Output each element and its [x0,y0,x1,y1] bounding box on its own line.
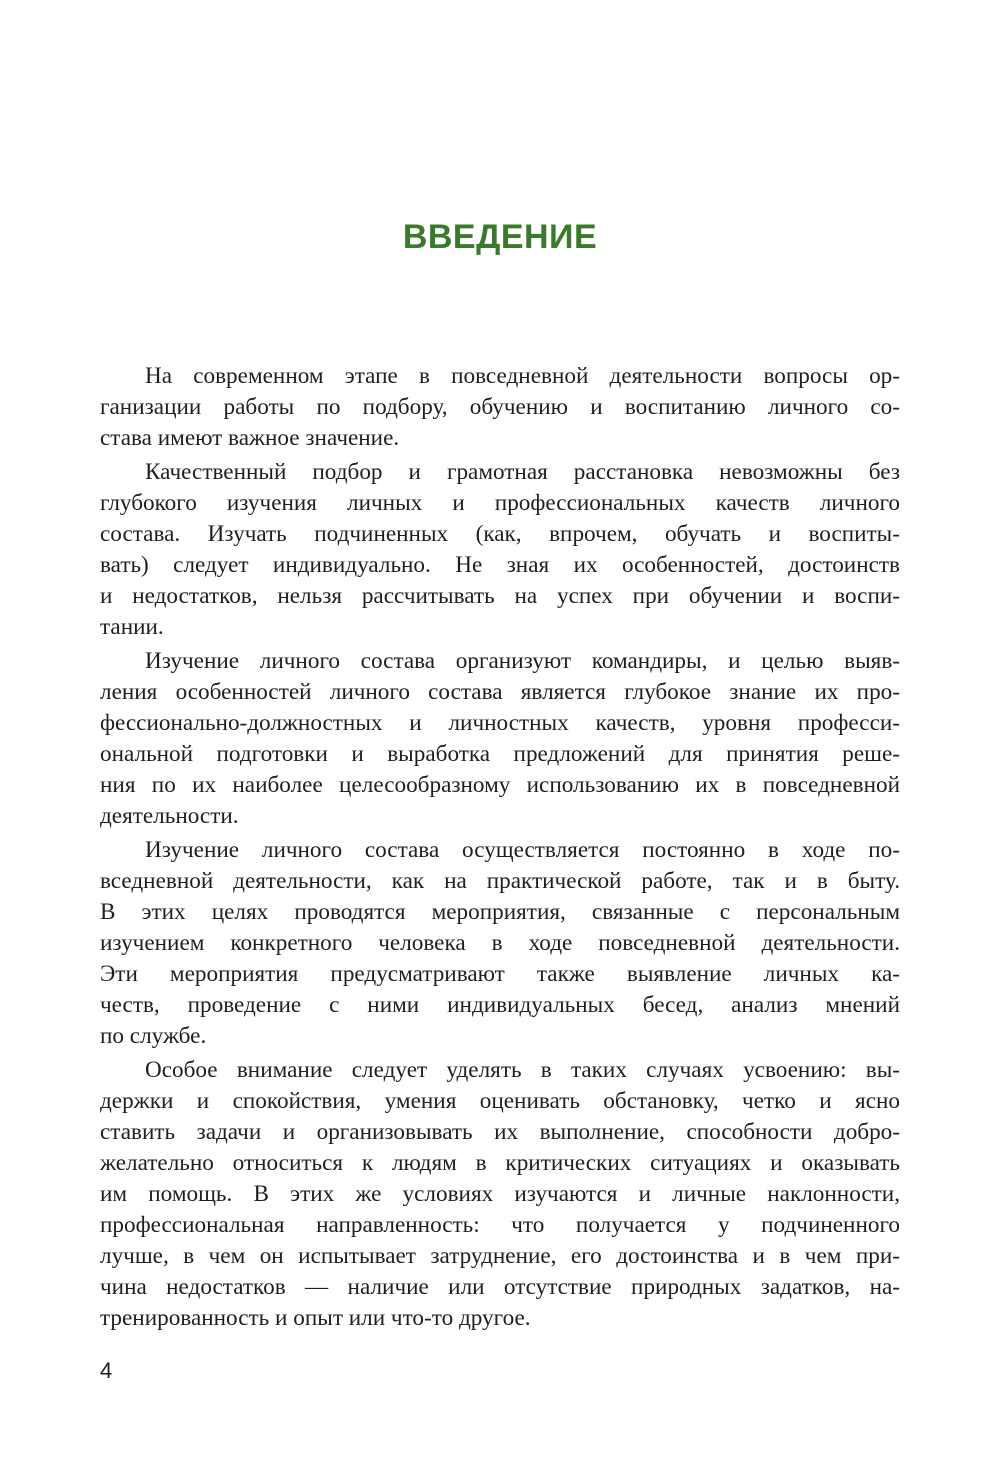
text-line: и недостатков, нельзя рассчитывать на успех при обучении и воспи- [100,583,900,609]
text-line: профессиональная направленность: что получается у подчиненного [100,1212,900,1238]
paragraph-5 [100,1055,900,1334]
text-line: Особое внимание следует уделять в таких случаях усвоению: вы- [145,1057,900,1083]
text-line: держки и спокойствия, умения оценивать обстановку, четко и ясно [100,1088,900,1114]
text-line: чина недостатков — наличие или отсутствие природных задатков, на- [100,1274,900,1300]
body-text [100,361,900,1337]
page-number: 4 [100,1358,113,1383]
text-line: изучением конкретного человека в ходе повседневной деятельности. [100,930,900,956]
text-line: вседневной деятельности, как на практической работе, так и в быту. [100,868,900,894]
paragraph-3 [100,646,900,832]
text-line: ональной подготовки и выработка предложений для принятия реше- [100,741,900,767]
text-line: по службе. [100,1023,207,1049]
text-line: ния по их наиболее целесообразному использованию их в повседневной [100,772,900,798]
text-line: вать) следует индивидуально. Не зная их особенностей, достоинств [100,552,900,578]
text-line: лучше, в чем он испытывает затруднение, его достоинства и в чем при- [100,1243,900,1269]
text-line: Изучение личного состава осуществляется постоянно в ходе по- [145,837,900,863]
text-line: состава. Изучать подчиненных (как, впрочем, обучать и воспиты- [100,521,900,547]
paragraph-4 [100,835,900,1052]
text-line: ставить задачи и организовывать их выполнение, способности добро- [100,1119,900,1145]
paragraph-1 [100,361,900,454]
text-line: Качественный подбор и грамотная расстановка невозможны без [145,459,900,485]
text-line: В этих целях проводятся мероприятия, связанные с персональным [100,899,900,925]
chapter-heading: ВВЕДЕНИЕ [402,218,598,256]
text-line: ганизации работы по подбору, обучению и воспитанию личного со- [100,394,900,420]
text-line: става имеют важное значение. [100,425,400,451]
text-line: честв, проведение с ними индивидуальных бесед, анализ мнений [100,992,900,1018]
text-line: фессионально-должностных и личностных качеств, уровня професси- [100,710,900,736]
text-line: тании. [100,614,164,640]
paragraph-2 [100,457,900,643]
text-line: Эти мероприятия предусматривают также выявление личных ка- [100,961,900,987]
text-line: им помощь. В этих же условиях изучаются и личные наклонности, [100,1181,900,1207]
text-line: На современном этапе в повседневной деятельности вопросы ор- [145,363,900,389]
text-line: глубокого изучения личных и профессиональных качеств личного [100,490,900,516]
text-line: ления особенностей личного состава является глубокое знание их про- [100,679,900,705]
text-line: желательно относиться к людям в критических ситуациях и оказывать [100,1150,900,1176]
text-line: тренированность и опыт или что-то другое. [100,1305,531,1331]
text-line: деятельности. [100,803,239,829]
text-line: Изучение личного состава организуют командиры, и целью выяв- [145,648,900,674]
